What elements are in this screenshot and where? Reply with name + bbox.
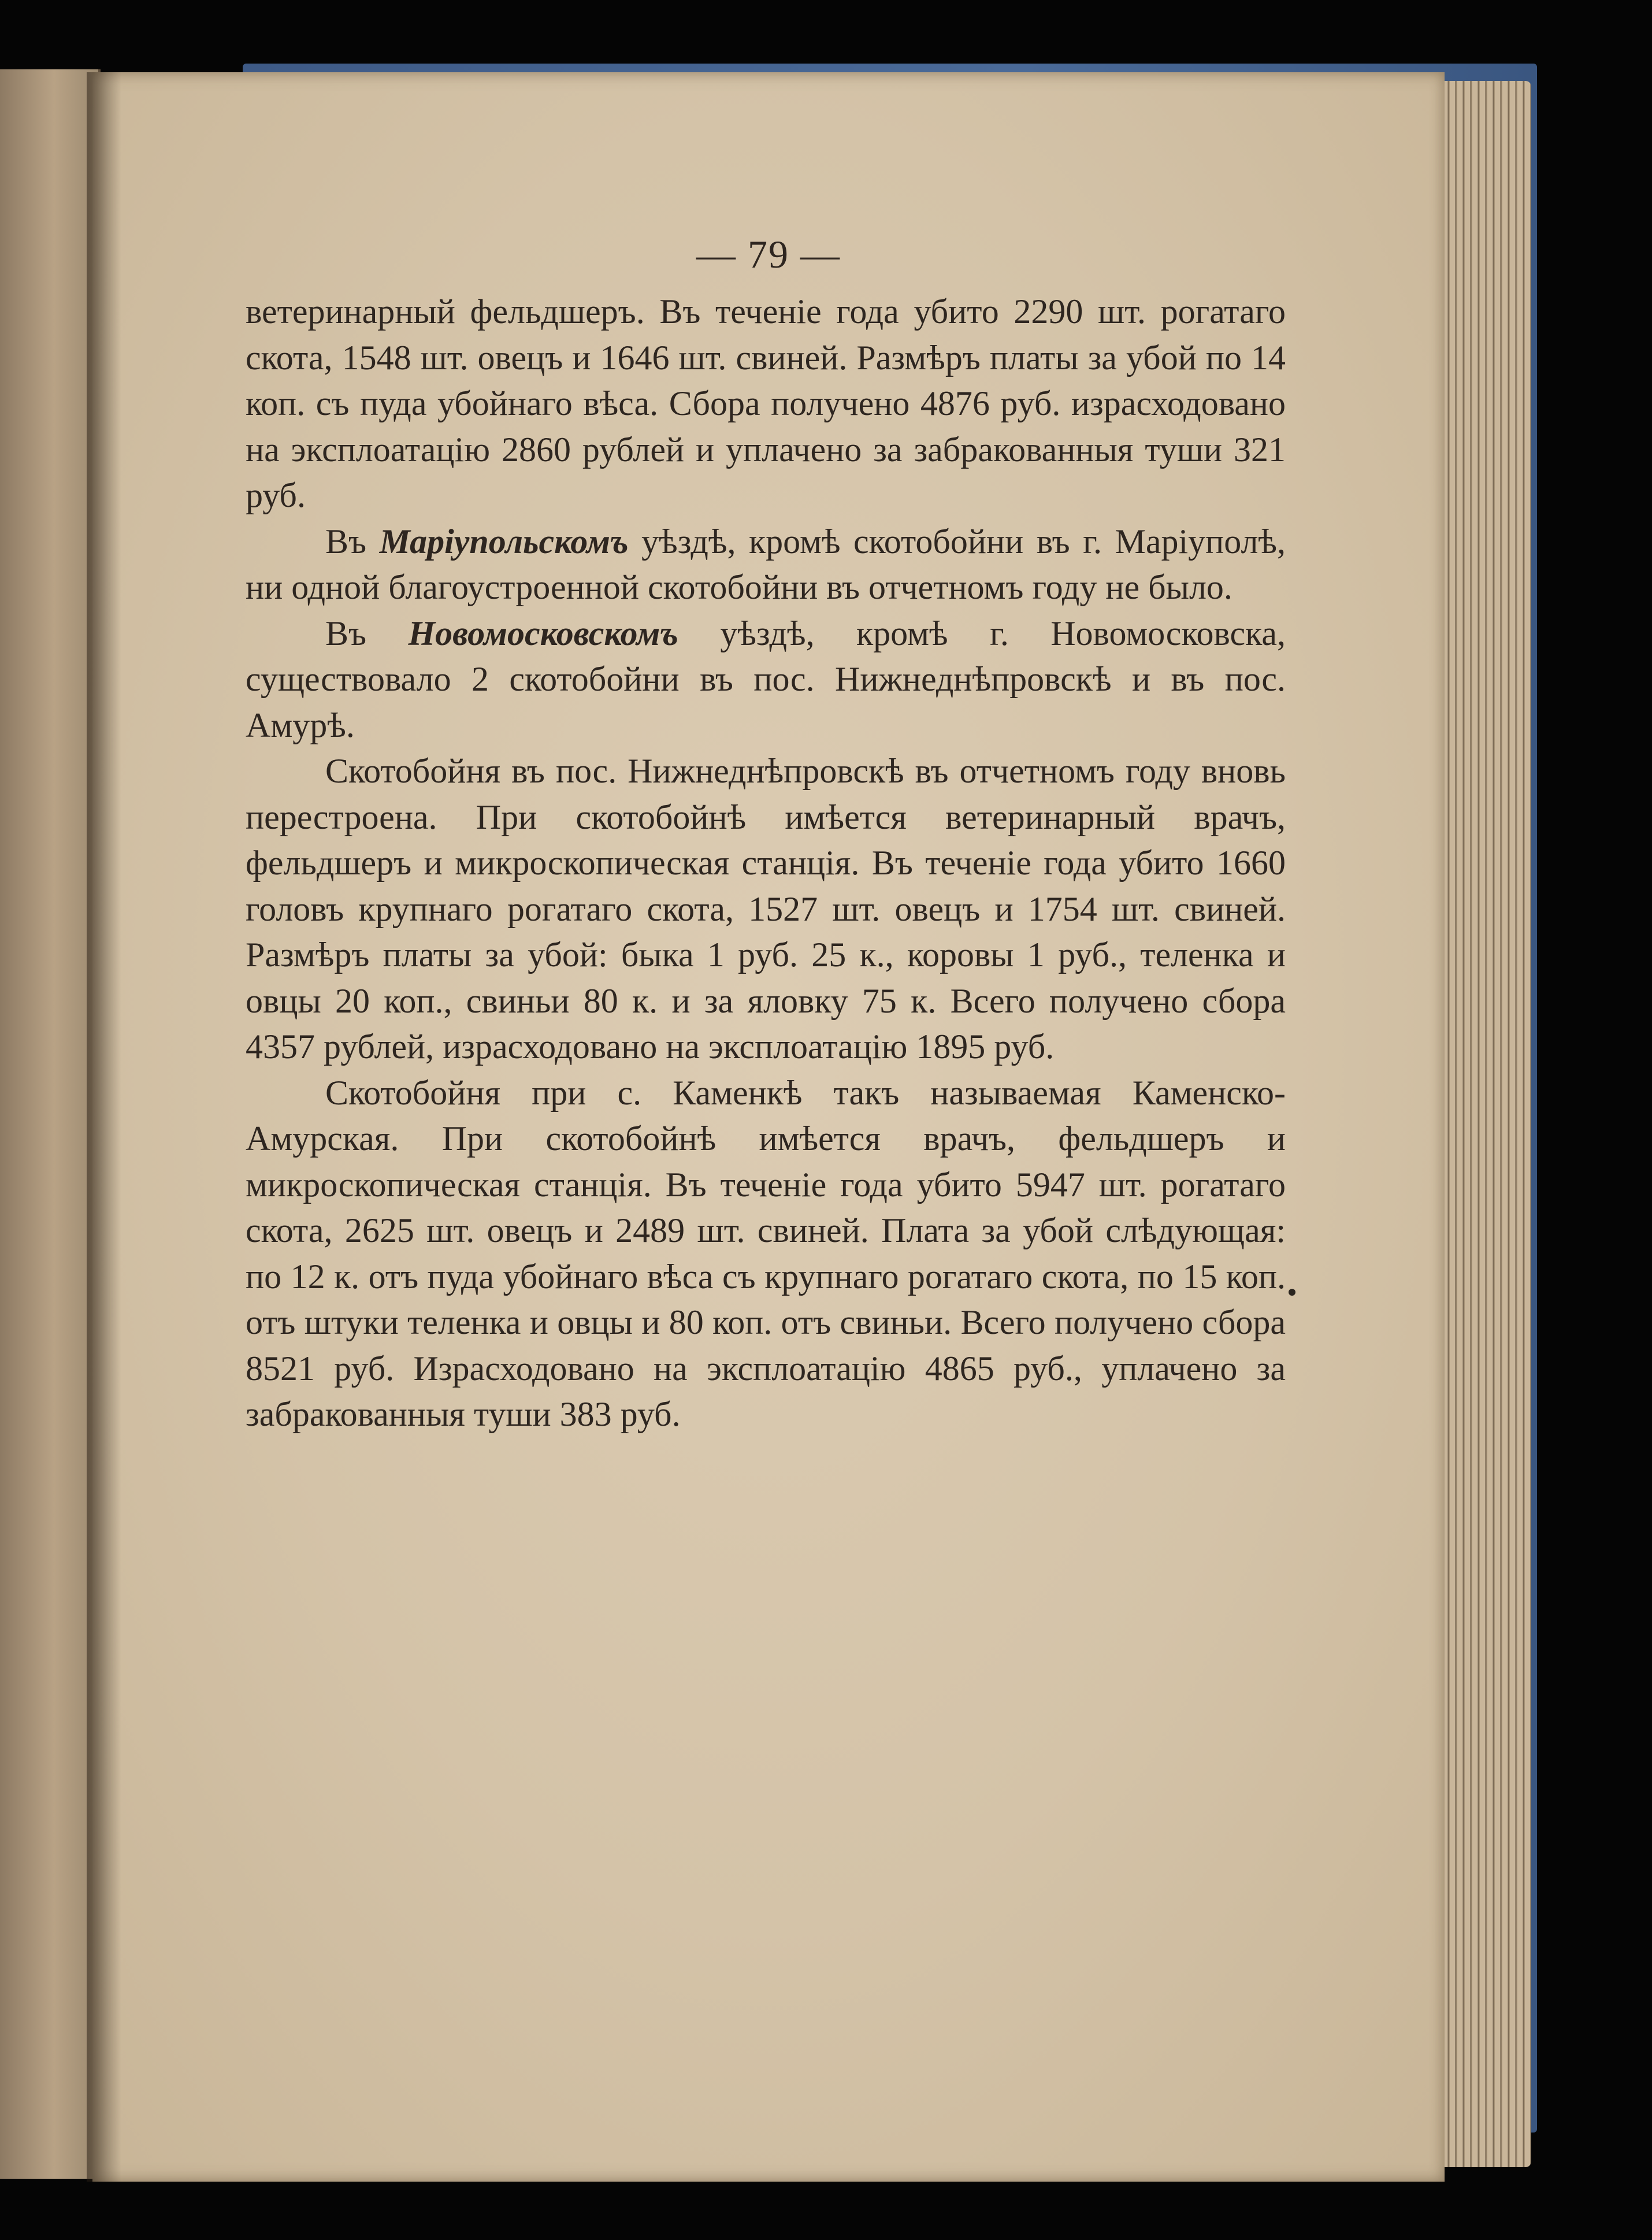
paragraph-text: уѣздѣ, кромѣ скотобойни въ г. Маріуполѣ, ни одной благоустроенной скотобойни въ отчетномъ году не было. <box>246 522 1286 606</box>
paragraph-text: Скотобойня въ пос. Нижнеднѣпровскѣ въ отчетномъ году вновь перестроена. При скотобойнѣ имѣется ветеринарный врачъ, фельдшеръ и микроскопическая станція. Въ теченіе года убито 1660 головъ крупнаго рогатаго скота, 1527 шт. овецъ и 1754 шт. свиней. Размѣръ платы за убой: быка 1 руб. 25 к., коровы 1 руб., теленка и овцы 20 коп., свиньи 80 к. и за яловку 75 к. Всего получено сбора 4357 рублей, израсходовано на эксплоатацію 1895 руб. <box>246 752 1286 1066</box>
gutter-shadow <box>87 72 121 2182</box>
page-content <box>246 220 1286 1438</box>
paragraph-1 <box>246 289 1286 519</box>
paragraph-text: Скотобойня при с. Каменкѣ такъ называемая Каменско-Амурская. При скотобойнѣ имѣется врачъ, фельдшеръ и микроскопическая станція. Въ теченіе года убито 5947 шт. рогатаго скота, 2625 шт. овецъ и 2489 шт. свиней. Плата за убой слѣдующая: по 12 к. отъ пуда убойнаго вѣса съ крупнаго рогатаго скота, по 15 коп. отъ штуки теленка и овцы и 80 коп. отъ свиньи. Всего получено сбора 8521 руб. Израсходовано на эксплоатацію 4865 руб., уплачено за забракованныя туши 383 руб. <box>246 1073 1286 1433</box>
paragraph-5 <box>246 1070 1286 1438</box>
paragraph-3 <box>246 611 1286 749</box>
paragraph-text: уѣздѣ, кромѣ г. Новомосковска, существовало 2 скотобойни въ пос. Нижнеднѣпровскѣ и въ пос. Амурѣ. <box>246 614 1286 744</box>
ink-speck <box>1289 1289 1295 1296</box>
paragraph-text: Въ <box>325 614 409 652</box>
paragraph-text: ветеринарный фельдшеръ. Въ теченіе года убито 2290 шт. рогатаго скота, 1548 шт. овецъ и 1646 шт. свиней. Размѣръ платы за убой по 14 коп. съ пуда убойнаго вѣса. Сбора получено 4876 руб. израсходовано на эксплоатацію 2860 рублей и уплачено за забракованныя туши 321 руб. <box>246 292 1286 514</box>
paragraph-text: Въ <box>325 522 380 561</box>
previous-page-edge <box>0 69 101 2179</box>
paragraph-4 <box>246 748 1286 1070</box>
page-number: — 79 — <box>696 232 841 276</box>
paragraph-2 <box>246 519 1286 611</box>
place-name-novomoskovsk: Новомосковскомъ <box>408 614 678 652</box>
book-page <box>92 72 1445 2182</box>
place-name-mariupol: Маріупольскомъ <box>379 522 629 561</box>
